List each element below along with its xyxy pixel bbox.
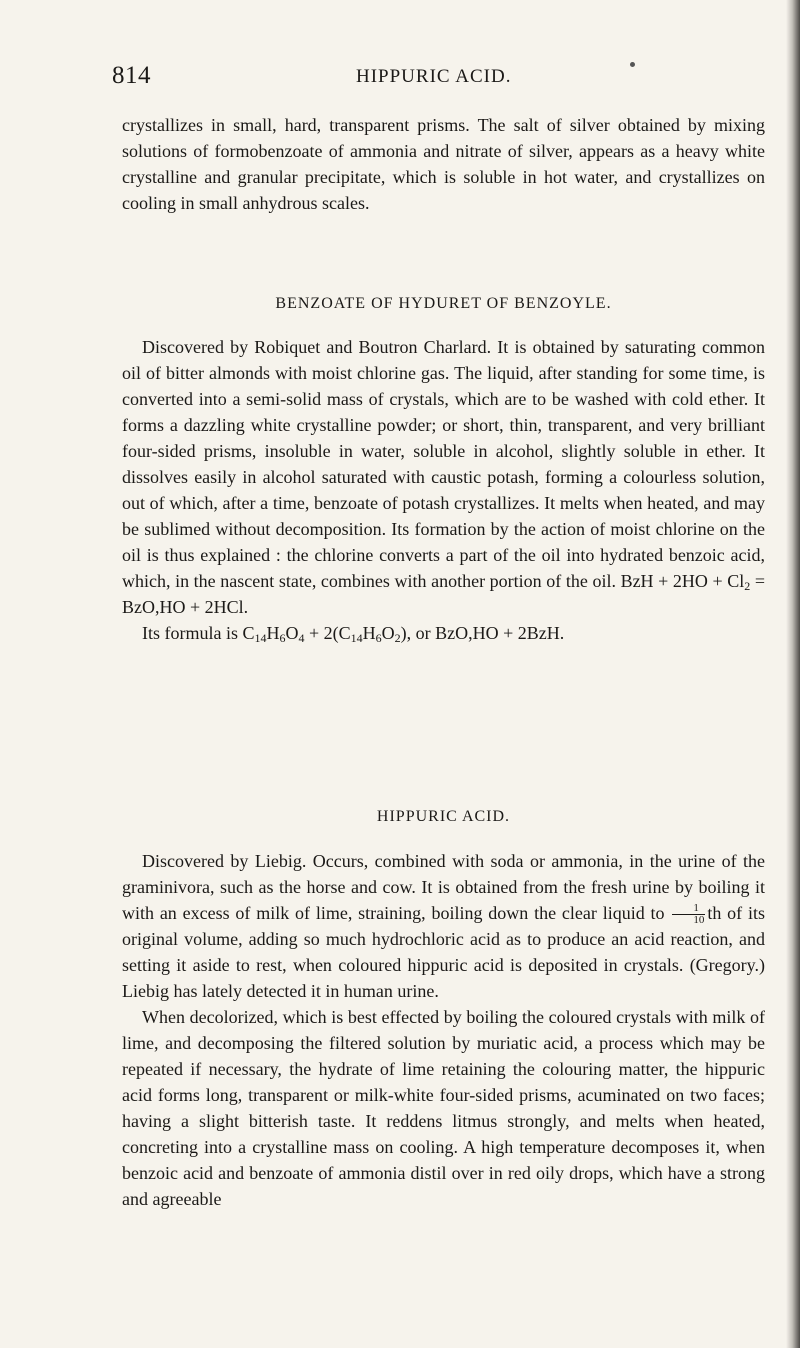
- page-number: 814: [112, 62, 151, 89]
- benzoate-paragraph: [122, 334, 765, 620]
- hippuric-paragraph-1: Discovered by Liebig. Occurs, combined with soda or ammonia, in the urine of the graminivora, such as the horse and cow. It is obtained from the fresh urine by boiling it with an excess of milk of lime, straining, boiling down the clear liquid to $\frac{1}{10}$ th of its original volume, adding so much hydrochloric acid as to produce an acid reaction, and setting it aside to rest, when coloured hippuric acid is deposited in crystals. (Gregory.) Liebig has lately detected it in human urine.: [122, 851, 765, 1002]
- page-edge-shadow: [786, 0, 800, 1348]
- hippuric-paragraph-2: When decolorized, which is best effected by boiling the coloured crystals with milk of lime, and decomposing the filtered solution by muriatic acid, a process which may be repeated if necessary, the hydrate of lime retaining the colouring matter, the hippuric acid forms long, transparent or milk-white four-sided prisms, acuminated on two faces; having a slight bitterish taste. It reddens litmus strongly, and melts when heated, concreting into a crystalline mass on cooling. A high temperature decomposes it, when benzoic acid and benzoate of ammonia distil over in red oily drops, which have a strong and agreeable: [122, 1007, 765, 1210]
- opening-paragraph: crystallizes in small, hard, transparent prisms. The salt of silver obtained by mixing solutions of formobenzoate of ammonia and nitrate of silver, appears as a heavy white crystalline and granular precipitate, which is soluble in hot water, and crystallizes on cooling in small anhydrous scales.: [122, 115, 765, 213]
- fraction-one-tenth: $\frac{1}{10}$: [672, 903, 705, 926]
- section-heading-benzoate: BENZOATE OF HYDURET OF BENZOYLE.: [275, 295, 612, 312]
- running-title: HIPPURIC ACID.: [356, 66, 512, 87]
- section-heading-hippuric: HIPPURIC ACID.: [376, 808, 511, 825]
- equation-left: BzH + $2HO + Cl_2$: [620, 571, 751, 593]
- benzoate-formula-line: Its formula is $C_{14}H_6O_4 + 2(C_{14}H_6O_2)$, or BzO,HO + 2BzH.: [142, 623, 565, 645]
- equation-right: = BzO,HO + 2HCl.: [122, 571, 766, 617]
- benzoate-body: [122, 334, 765, 646]
- opening-paragraph-block: [122, 112, 765, 216]
- running-head: [112, 62, 752, 96]
- hippuric-body: [122, 848, 765, 1212]
- print-speck: [630, 62, 635, 67]
- benzoate-paragraph-text: Discovered by Robiquet and Boutron Charlard. It is obtained by saturating common oil of bitter almonds with moist chlorine gas. The liquid, after standing for some time, is converted into a semi-solid mass of crystals, which are to be washed with cold ether. It forms a dazzling white crystalline powder; or short, thin, transparent, and very brilliant four-sided prisms, insoluble in water, soluble in alcohol, slightly soluble in ether. It dissolves easily in alcohol saturated with caustic potash, forming a colourless solution, out of which, after a time, benzoate of potash crystallizes. It melts when heated, and may be sublimed without decomposition. Its formation by the action of moist chlorine on the oil is thus explained : the chlorine converts a part of the oil into hydrated benzoic acid, which, in the nascent state, combines with another portion of the oil.: [122, 337, 765, 591]
